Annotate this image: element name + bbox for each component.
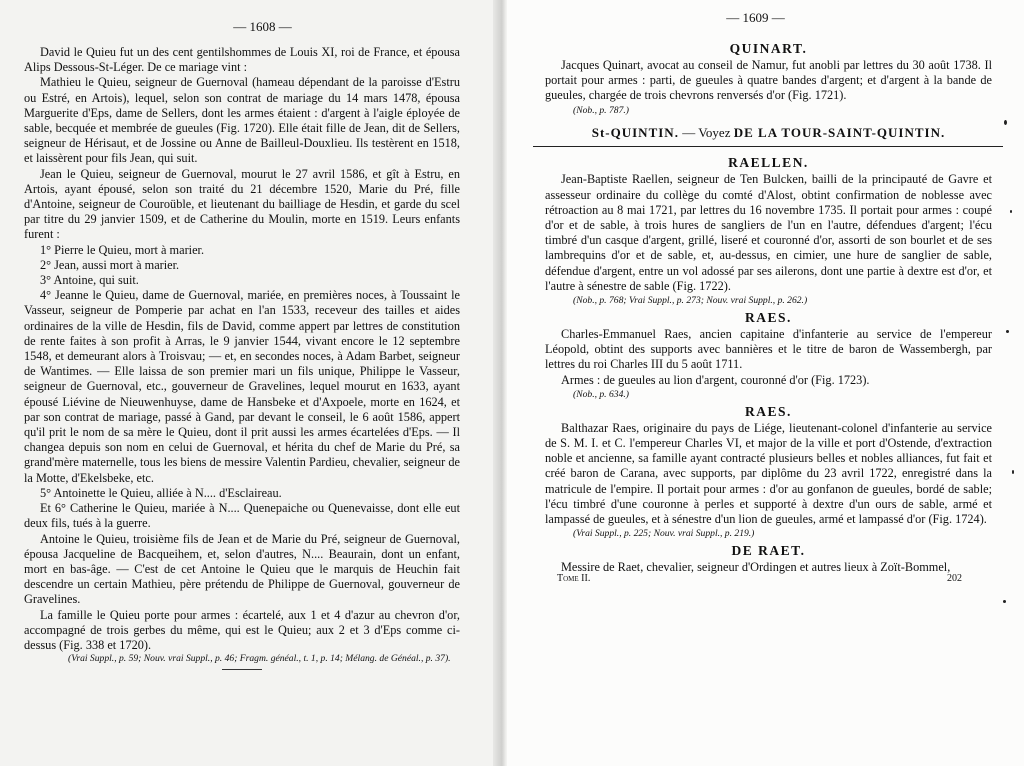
list-item: 3° Antoine, qui suit. [40,273,139,288]
paragraph: Charles-Emmanuel Raes, ancien capitaine d'infanterie au service de l'empereur Léopold, obtint des supports avec bannières et le titre de baron de Wassembergh, par lettres du roi Charles III du 5 août 1711. [545,326,992,372]
scan-speck [1006,330,1009,333]
entry-reference: (Nob., p. 787.) [573,104,629,116]
entry-reference: (Nob., p. 768; Vrai Suppl., p. 273; Nouv. vrai Suppl., p. 262.) [573,294,808,306]
scan-speck [1010,210,1012,213]
left-page-text [24,45,460,670]
signature-mark: 202 [947,573,962,585]
right-page [507,0,1024,766]
scan-speck [1004,120,1007,125]
entry-reference: (Vrai Suppl., p. 225; Nouv. vrai Suppl., p. 219.) [573,528,755,540]
left-page-number: — 1608 — [233,19,292,34]
paragraph: Antoine le Quieu, troisième fils de Jean et de Marie du Pré, seigneur de Guernoval, épousa Jacqueline de Bacqueihem, et, selon d'autres, N.... Beaurain, dont un enfant, mort en bas-âge. — C'est de cet Antoine le Quieu que le marquis de Heuchin fait descendre un certain Mathieu, père prétendu de Philippe de Guernoval, gouverneur de Gravelines. [24,531,460,607]
cross-reference-see: — Voyez [682,124,731,140]
scan-speck [1012,470,1014,474]
list-item: 1° Pierre le Quieu, mort à marier. [40,242,205,257]
entry-heading-raes: RAES. [745,309,792,325]
paragraph: La famille le Quieu porte pour armes : écartelé, aux 1 et 4 d'azur au chevron d'or, accompagné de trois gerbes du même, qui est le Quieu; aux 2 et 3 d'Eps comme ci-dessus (Fig. 338 et 1720). [24,607,460,652]
left-footnote: (Vrai Suppl., p. 59; Nouv. vrai Suppl., p. 46; Fragm. généal., t. 1, p. 14; Mélang. de Généal., p. 37). [68,653,451,665]
list-item: 5° Antoinette le Quieu, alliée à N.... d'Esclaireau. [40,485,282,500]
paragraph: Mathieu le Quieu, seigneur de Guernoval (hameau dépendant de la paroisse d'Estru ou Estré, en Artois), lequel, selon son contrat de mariage du 14 mars 1478, épousa Marguerite d'Eps, dame de Sellers, dont les armes étaient : d'argent à l'aigle éployée de sable, becquée et membrée de gueules (Fig. 1720). Elle était fille de Jean, dit de Sellers, seigneur de Hérisaut, et de Jossine ou Anne de Bailleul-Douxlieu. Ils testèrent en 1518, et laissèrent pour fils Jean, qui suit. [24,75,460,166]
paragraph: Jacques Quinart, avocat au conseil de Namur, fut anobli par lettres du 30 août 1738. Il portait pour armes : parti, de gueules à quatre bandes d'argent; et d'argent à la bande de gueules, chargée de trois chevrons renversés d'or (Fig. 1721). [545,58,992,103]
paragraph: Jean-Baptiste Raellen, seigneur de Ten Bulcken, bailli de la principauté de Gavre et assesseur ordinaire du collège du comté d'Alost, obtint confirmation de noblesse avec rétroaction au 8 mai 1721, par lettres du 16 novembre 1735. Il portait pour armes : coupé d'or et de sable, à trois hures de sangliers de l'un en l'autre, défendues d'argent; l'écu timbré d'un casque d'argent, grillé, liseré et couronné d'or, assorti de son bourlet et de ses lambrequins d'or et de sable, et, au-dessus, en cimier, une hure de sanglier de sable, défendue d'argent, entre un vol adossé par ses ailerons, dont une partie à dextre est d'or, et l'autre à sénestre de sable (Fig. 1722). [545,172,992,293]
paragraph: Messire de Raet, chevalier, seigneur d'Ordingen et autres lieux à Zoït-Bommel, [561,560,951,575]
cross-reference [545,125,992,140]
entry-heading-raes-2: RAES. [745,403,792,419]
paragraph: Armes : de gueules au lion d'argent, couronné d'or (Fig. 1723). [561,372,870,387]
right-page-number: — 1609 — [726,10,785,25]
list-item: Et 6° Catherine le Quieu, mariée à N.... Quenepaiche ou Quenevaisse, dont elle eut deux fils, tués à la guerre. [24,501,460,531]
list-item: 4° Jeanne le Quieu, dame de Guernoval, mariée, en premières noces, à Toussaint le Vasseur, seigneur de Pomperie par achat en l'an 1533, receveur des tailles et aides ordinaires de la ville de Hesdin, fils de David, comme appert par lettres de constitution de rente faites à son profit à Arras, le 9 janvier 1544, vivant encore le 12 septembre 1548, et demeurant alors à Troisvau; — et, en secondes noces, à Adam Barbet, seigneur de Wantimes. — Elle laissa de son premier mari un fils unique, Philippe le Vasseur, seigneur de Guernoval, etc., gouverneur de Gravelines, lequel mourut en 1633, ayant épousé Liévine de Nieuwenhuyse, dame de Hansbeke et d'Axpoele, morte en 1624, et par son contrat de mariage, passé à Gand, par devant le conseil, le 6 août 1586, appert qu'il prit le nom de sa mère le Quieu, dont il prit aussi les armes écartelées d'Eps. — Il changea depuis son nom en celui de Guernoval, et hérita du chef de Marie du Pré, sa grand'mère maternelle, tous les biens de messire Valentin Pardieu, chevalier, seigneur de la Motte, d'Ekelsbeke, etc. [24,288,460,485]
tome-label: Tome II. [557,573,591,585]
list-item: 2° Jean, aussi mort à marier. [40,257,180,272]
paragraph: Balthazar Raes, originaire du pays de Liége, lieutenant-colonel d'infanterie au service de S. M. I. et C. l'empereur Charles VI, et major de la ville et port d'Ostende, d'extraction noble et ancienne, sa famille ayant contracté plusieurs belles et nobles alliances, fut fait et créé baron de Carana, avec supports, par diplôme du 23 avril 1722, enregistré dans la matricule de l'empire. Il portait pour armes : d'or au gonfanon de gueules, bordé de sable; l'écu timbré d'une couronne à perles et supporté à dextre d'un ours de sable, armé et lampassé de gueules, et à sénestre d'un lion de gueules, armé et lampassé d'or (Fig. 1724). [545,420,992,526]
entry-heading-quinart: QUINART. [729,41,808,56]
entry-reference: (Nob., p. 634.) [573,388,629,400]
left-page [0,0,505,766]
cross-reference-target: DE LA TOUR-SAINT-QUINTIN. [733,124,946,140]
entry-heading-de-raet: DE RAET. [731,543,806,559]
section-divider [533,146,1003,148]
scan-speck [1003,600,1006,603]
paragraph: Jean le Quieu, seigneur de Guernoval, mourut le 27 avril 1586, et gît à Estru, en Artois, ayant épousé, selon son traité du 21 décembre 1520, Marie du Pré, fille d'Antoine, seigneur de Couroüble, et lieutenant du bailliage de Hesdin, et garde du scel par titre du 29 janvier 1509, et de Catherine du Moulin, morte en 1519. Leurs enfants furent : [24,166,460,242]
right-page-text [545,38,992,587]
cross-reference-term: St-QUINTIN. [591,124,679,140]
divider [222,669,262,670]
paragraph: David le Quieu fut un des cent gentilshommes de Louis XI, roi de France, et épousa Alips Dessous-St-Léger. De ce mariage vint : [24,45,460,75]
entry-heading-raellen: RAELLEN. [728,155,809,171]
